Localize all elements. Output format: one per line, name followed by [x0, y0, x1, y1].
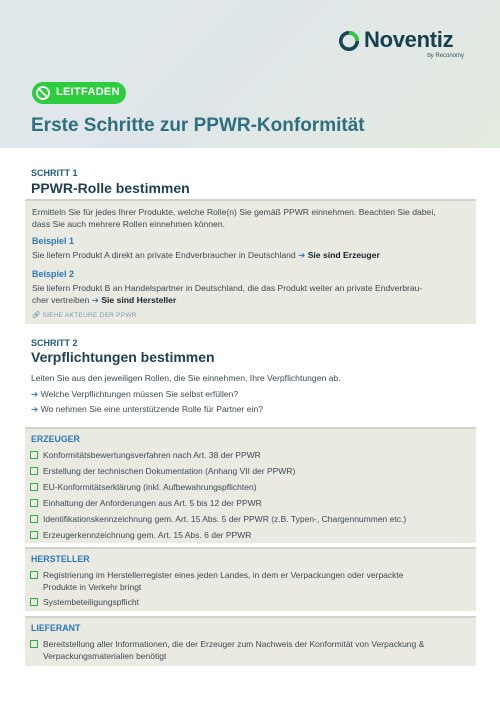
item-line-2: Verpackungsmaterialien benötigt [43, 651, 167, 661]
checklist-item-label: EU-Konformitätserklärung (inkl. Aufbewahrungspflichten) [43, 482, 257, 492]
checklist-item-label: Erstellung der technischen Dokumentation (Anhang VII der PPWR) [43, 466, 296, 476]
badge-label: LEITFADEN [56, 86, 120, 98]
item-line-2: Produkte in Verkehr bringt [43, 582, 142, 592]
step1-kicker: SCHRITT 1 [31, 168, 78, 178]
example2-label: Beispiel 2 [32, 269, 75, 279]
question-1-text: Welche Verpflichtungen müssen Sie selbst erfüllen? [40, 389, 239, 399]
checklist-item-label: Konformitätsbewertungsverfahren nach Art. 38 der PPWR [43, 450, 261, 460]
hersteller-box [25, 547, 476, 611]
checkbox[interactable] [30, 483, 38, 491]
arrow-right-icon: ➔ [31, 404, 39, 414]
checkbox[interactable] [30, 598, 38, 606]
arrow-right-icon: ➔ [298, 250, 306, 260]
leitfaden-badge [32, 82, 126, 104]
step2-kicker: SCHRITT 2 [31, 338, 78, 348]
akteure-link[interactable] [32, 311, 137, 319]
example1-text-body: Sie liefern Produkt A direkt an private Endverbraucher in Deutschland [32, 250, 296, 260]
example2-text-body: cher vertreiben [32, 295, 90, 305]
checkbox[interactable] [30, 531, 38, 539]
link-icon: 🔗 [32, 312, 41, 319]
checkbox[interactable] [30, 499, 38, 507]
noventiz-logo-icon [338, 30, 360, 52]
checklist-item-label: Identifikationskennzeichnung gem. Art. 15 Abs. 5 der PPWR (z.B. Typen-, Chargennummen etc.) [43, 514, 407, 524]
step1-intro-line2: dass Sie auch mehrere Rollen einnehmen können. [32, 219, 226, 229]
checklist-item-label [43, 638, 470, 662]
no-entry-icon [35, 85, 51, 101]
example2-text-line2 [32, 294, 176, 307]
arrow-right-icon: ➔ [91, 295, 99, 305]
example2-result: Sie sind Hersteller [101, 295, 177, 305]
erzeuger-title: ERZEUGER [31, 434, 80, 444]
page-title: Erste Schritte zur PPWR-Konformität [31, 115, 365, 136]
checklist-item-label: Systembeteiligungspflicht [43, 597, 139, 607]
brand-sub: by Reconomy [427, 53, 464, 59]
step2-question-1 [31, 389, 238, 400]
brand-name: Noventiz [364, 27, 454, 52]
header-banner [0, 0, 500, 148]
checkbox[interactable] [30, 640, 38, 648]
example1-result: Sie sind Erzeuger [307, 250, 380, 260]
checklist-item-label: Einhaltung der Anforderungen aus Art. 5 bis 12 der PPWR [43, 498, 262, 508]
step2-intro: Leiten Sie aus den jeweiligen Rollen, die Sie einnehmen, Ihre Verpflichtungen ab. [31, 373, 341, 383]
example1-label: Beispiel 1 [32, 236, 75, 246]
checkbox[interactable] [30, 467, 38, 475]
item-line-1: Registrierung im Herstellerregister eines jeden Landes, in dem er Verpackungen oder verpackte [43, 570, 404, 580]
step1-title: PPWR-Rolle bestimmen [31, 180, 190, 196]
akteure-link-label: SIEHE AKTEURE DER PPWR [42, 312, 137, 319]
erzeuger-box [25, 427, 476, 543]
checklist-item-label: Erzeugerkennzeichnung gem. Art. 15 Abs. 6 der PPWR [43, 530, 252, 540]
step1-box [25, 199, 476, 324]
item-line-1: Bereitstellung aller Informationen, die der Erzeuger zum Nachweis der Konformität von Verpackung & [43, 639, 425, 649]
brand-logo[interactable] [338, 28, 468, 68]
checkbox[interactable] [30, 515, 38, 523]
lieferant-title: LIEFERANT [31, 623, 81, 633]
checkbox[interactable] [30, 451, 38, 459]
checklist-item-label [43, 569, 470, 593]
step2-title: Verpflichtungen bestimmen [31, 349, 215, 365]
checkbox[interactable] [30, 571, 38, 579]
example1-text [32, 249, 380, 262]
hersteller-title: HERSTELLER [31, 554, 90, 564]
question-2-text: Wo nehmen Sie eine unterstützende Rolle für Partner ein? [40, 404, 264, 414]
arrow-right-icon: ➔ [31, 389, 39, 399]
step1-intro-line1: Ermitteln Sie für jedes Ihrer Produkte, welche Rolle(n) Sie gemäß PPWR einnehmen. Beachten Sie dabei, [32, 207, 436, 217]
lieferant-box [25, 616, 476, 666]
step2-question-2 [31, 404, 263, 415]
example2-text-line1: Sie liefern Produkt B an Handelspartner in Deutschland, die das Produkt weiter an private Endverbrau- [32, 283, 423, 293]
